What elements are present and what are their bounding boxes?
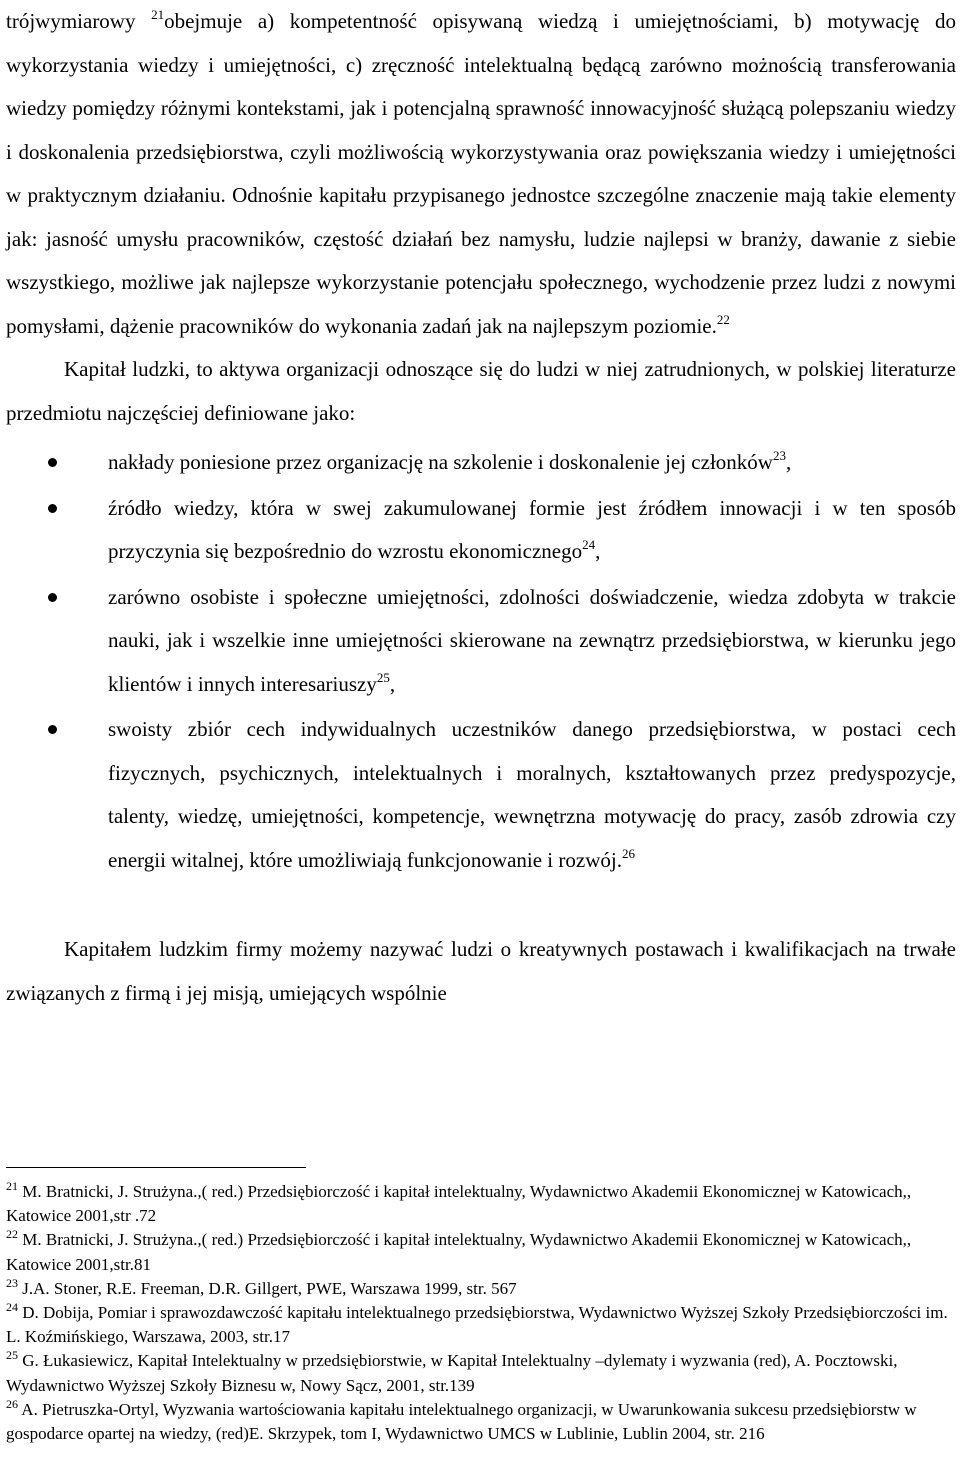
list-item-text: zarówno osobiste i społeczne umiejętności, zdolności doświadczenie, wiedza zdobyta w trakcie nauki, jak i wszelkie inne umiejętności skierowane na zewnątrz przedsiębiorstwa, w kierunku jego klientów i innych interesariuszy <box>108 584 956 696</box>
footnote-number: 24 <box>6 1300 18 1315</box>
footnote-text: D. Dobija, Pomiar i sprawozdawczość kapitału intelektualnego przedsiębiorstwa, Wydawnictwo Wyższej Szkoły Przedsiębiorczości im. L. Koźmińskiego, Warszawa, 2003, str.17 <box>6 1303 948 1347</box>
footnote-ref-25[interactable]: 25 <box>376 669 390 685</box>
footnote-text: M. Bratnicki, J. Strużyna.,( red.) Przedsiębiorczość i kapitał intelektualny, Wydawnictwo Akademii Ekonomicznej w Katowicach,, Katowice 2001,str .72 <box>6 1182 912 1226</box>
bullet-icon <box>48 504 57 513</box>
list-item-tail: , <box>595 539 601 563</box>
footnotes <box>6 1180 956 1446</box>
list-item-tail: , <box>785 450 792 474</box>
footnote-text: M. Bratnicki, J. Strużyna.,( red.) Przedsiębiorczość i kapitał intelektualny, Wydawnictwo Akademii Ekonomicznej w Katowicach,, Katowice 2001,str.81 <box>6 1230 912 1274</box>
definition-list <box>6 441 956 882</box>
footnote-number: 21 <box>6 1179 18 1193</box>
list-item <box>6 441 956 485</box>
paragraph-2-text: Kapitał ludzki, to aktywa organizacji odnoszące się do ludzi w niej zatrudnionych, w polskiej literaturze przedmiotu najczęściej definiowane jako: <box>6 357 956 425</box>
footnote-number: 26 <box>6 1396 18 1411</box>
footnote-ref-26[interactable]: 26 <box>621 845 635 861</box>
footnote-23 <box>6 1277 956 1301</box>
footnote-text: A. Pietruszka-Ortyl, Wyzwania wartościowania kapitału intelektualnego organizacji, w Uwarunkowania sukcesu przedsiębiorstw w gospodarce opartej na wiedzy, (red)E. Skrzypek, tom I, Wydawnictwo UMCS w Lublinie, Lublin 2004, str. 216 <box>6 1399 917 1444</box>
bullet-icon <box>48 458 57 467</box>
footnote-number: 22 <box>6 1227 18 1242</box>
footnote-number: 23 <box>6 1275 18 1290</box>
paragraph-1 <box>6 0 956 348</box>
footnote-separator <box>6 1167 306 1168</box>
list-item-text: swoisty zbiór cech indywidualnych uczestników danego przedsiębiorstwa, w postaci cech fizycznych, psychicznych, intelektualnych i moralnych, kształtowanych przez predyspozycje, talenty, wiedzę, umiejętności, kompetencje, wewnętrzna motywację do pracy, zasób zdrowia czy energii witalnej, które umożliwiają funkcjonowanie i rozwój. <box>108 717 956 872</box>
footnote-ref-22[interactable]: 22 <box>716 311 730 327</box>
paragraph-1-body: obejmuje a) kompetentność opisywaną wiedzą i umiejętnościami, b) motywację do wykorzystania wiedzy i umiejętności, c) zręczność intelektualną będącą zarówno możnością transferowania wiedzy pomiędzy różnymi kontekstami, jak i potencjalną sprawność innowacyjność służącą polepszaniu wiedzy i doskonalenia przedsiębiorstwa, czyli możliwością wykorzystywania oraz powiększania wiedzy i umiejętności w praktycznym działaniu. Odnośnie kapitału przypisanego jednostce szczególne znaczenie mają takie elementy jak: jasność umysłu pracowników, częstość działań bez namysłu, ludzie najlepsi w branży, dawanie z siebie wszystkiego, możliwe jak najlepsze wykorzystanie potencjału społecznego, wychodzenie przez ludzi z nowymi pomysłami, dążenie pracowników do wykonania zadań jak na najlepszym poziomie. <box>6 9 956 338</box>
footnote-26 <box>6 1398 956 1446</box>
paragraph-3-text: Kapitałem ludzkim firmy możemy nazywać ludzi o kreatywnych postawach i kwalifikacjach na trwałe związanych z firmą i jej misją, umiejących wspólnie <box>6 937 956 1005</box>
bullet-icon <box>48 593 57 602</box>
list-item-tail: , <box>389 671 396 696</box>
paragraph-3 <box>6 928 956 1015</box>
footnote-ref-24[interactable]: 24 <box>582 537 596 552</box>
footnote-text: J.A. Stoner, R.E. Freeman, D.R. Gillgert, PWE, Warszawa 1999, str. 567 <box>18 1278 517 1298</box>
paragraph-1-start: trójwymiarowy <box>6 9 152 33</box>
footnote-25 <box>6 1349 956 1397</box>
list-item <box>6 708 956 882</box>
footnote-24 <box>6 1301 956 1349</box>
list-item <box>6 487 956 574</box>
page-body <box>6 0 956 1015</box>
footnote-ref-21[interactable]: 21 <box>151 7 165 22</box>
footnote-number: 25 <box>6 1348 18 1363</box>
list-item-text: źródło wiedzy, która w swej zakumulowanej formie jest źródłem innowacji i w ten sposób przyczynia się bezpośrednio do wzrostu ekonomicznego <box>108 495 956 563</box>
footnote-22 <box>6 1228 956 1276</box>
list-item-text: nakłady poniesione przez organizację na szkolenie i doskonalenie jej członków <box>108 450 773 474</box>
footnote-21 <box>6 1180 956 1228</box>
paragraph-2 <box>6 348 956 435</box>
footnote-ref-23[interactable]: 23 <box>772 448 786 463</box>
footnote-text: G. Łukasiewicz, Kapitał Intelektualny w przedsiębiorstwie, w Kapitał Intelektualny –dylematy i wyzwania (red), A. Pocztowski, Wydawnictwo Wyższej Szkoły Biznesu w, Nowy Sącz, 2001, str.139 <box>6 1351 898 1395</box>
list-item <box>6 576 956 707</box>
bullet-icon <box>48 725 57 734</box>
